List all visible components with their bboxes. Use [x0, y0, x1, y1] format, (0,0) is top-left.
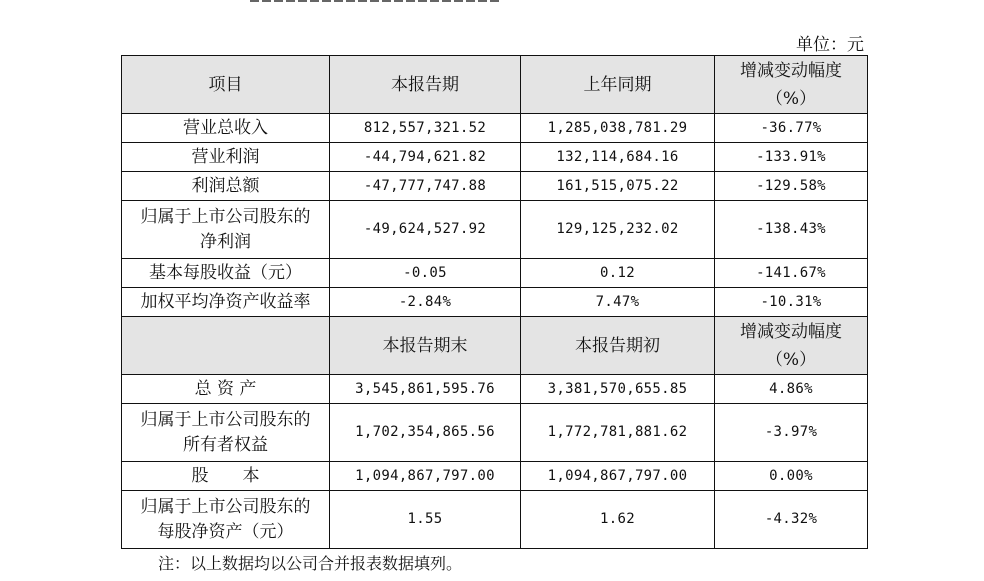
change-value: -3.97% [715, 404, 868, 462]
prior-value: 129,125,232.02 [521, 201, 715, 259]
row-label-line2: 每股净资产（元） [157, 521, 294, 542]
prior-value: 1,094,867,797.00 [521, 462, 715, 491]
prior-value: 1,285,038,781.29 [521, 114, 715, 143]
header-change-rate-line1: 增减变动幅度 [740, 60, 842, 81]
change-value: -10.31% [715, 288, 868, 317]
change-value: 4.86% [715, 375, 868, 404]
row-label [122, 201, 330, 259]
row-label: 基本每股收益（元） [122, 259, 330, 288]
table-row [122, 114, 868, 143]
row-label: 营业总收入 [122, 114, 330, 143]
unit-label: 单位：元 [796, 35, 864, 55]
row-label [122, 491, 330, 549]
change-value: -138.43% [715, 201, 868, 259]
row-label: 总 资 产 [122, 375, 330, 404]
table-header-row [122, 56, 868, 114]
prior-value: 161,515,075.22 [521, 172, 715, 201]
change-value: -4.32% [715, 491, 868, 549]
current-value: 1.55 [330, 491, 521, 549]
row-label: 加权平均净资产收益率 [122, 288, 330, 317]
row-label [122, 404, 330, 462]
change-value: -36.77% [715, 114, 868, 143]
table-row [122, 259, 868, 288]
header-change-rate [715, 56, 868, 114]
table-row [122, 462, 868, 491]
header-change-rate-line2: （%） [765, 349, 817, 370]
current-value: 1,702,354,865.56 [330, 404, 521, 462]
current-value: -44,794,621.82 [330, 143, 521, 172]
footnote: 注：以上数据均以公司合并报表数据填列。 [158, 554, 463, 573]
header-change-rate-line2: （%） [765, 88, 817, 109]
header-item: 项目 [122, 56, 330, 114]
change-value: -129.58% [715, 172, 868, 201]
current-value: 3,545,861,595.76 [330, 375, 521, 404]
table-row [122, 404, 868, 462]
current-value: -0.05 [330, 259, 521, 288]
table-row [122, 375, 868, 404]
prior-value: 7.47% [521, 288, 715, 317]
row-label: 利润总额 [122, 172, 330, 201]
row-label-line2: 净利润 [200, 231, 251, 252]
financial-summary-table [121, 55, 868, 549]
prior-value: 1.62 [521, 491, 715, 549]
current-value: -49,624,527.92 [330, 201, 521, 259]
table-subheader-row [122, 317, 868, 375]
row-label-line2: 所有者权益 [183, 434, 268, 455]
header-prior-period: 上年同期 [521, 56, 715, 114]
current-value: -2.84% [330, 288, 521, 317]
change-value: -133.91% [715, 143, 868, 172]
current-value: -47,777,747.88 [330, 172, 521, 201]
table-row [122, 172, 868, 201]
table-row [122, 491, 868, 549]
row-label-line1: 归属于上市公司股东的 [140, 206, 311, 227]
header-change-rate [715, 317, 868, 375]
table-row [122, 201, 868, 259]
prior-value: 3,381,570,655.85 [521, 375, 715, 404]
prior-value: 0.12 [521, 259, 715, 288]
prior-value: 132,114,684.16 [521, 143, 715, 172]
row-label: 营业利润 [122, 143, 330, 172]
table-row [122, 288, 868, 317]
table-row [122, 143, 868, 172]
row-label-line1: 归属于上市公司股东的 [140, 409, 311, 430]
current-value: 812,557,321.52 [330, 114, 521, 143]
change-value: -141.67% [715, 259, 868, 288]
header-current-period: 本报告期 [330, 56, 521, 114]
change-value: 0.00% [715, 462, 868, 491]
header-blank [122, 317, 330, 375]
header-change-rate-line1: 增减变动幅度 [740, 321, 842, 342]
current-value: 1,094,867,797.00 [330, 462, 521, 491]
row-label-line1: 归属于上市公司股东的 [140, 496, 311, 517]
row-label: 股 本 [122, 462, 330, 491]
prior-value: 1,772,781,881.62 [521, 404, 715, 462]
header-period-start: 本报告期初 [521, 317, 715, 375]
header-period-end: 本报告期末 [330, 317, 521, 375]
cropped-heading-fragment [250, 0, 500, 4]
